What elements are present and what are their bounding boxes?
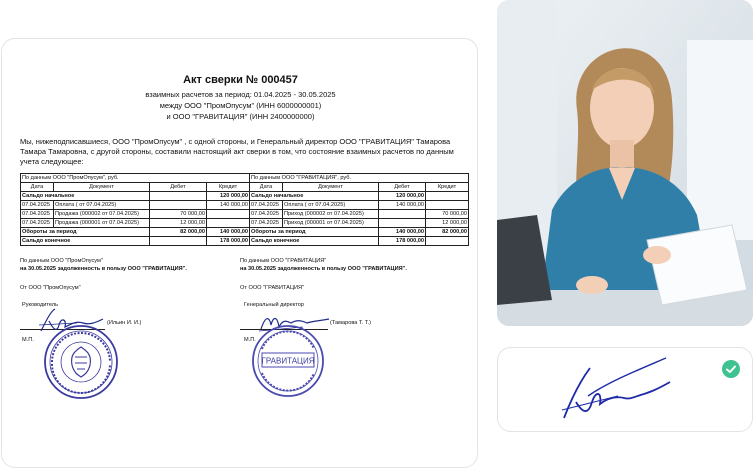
table-cell: Оплата ( от 07.04.2025) (54, 201, 150, 210)
left-from: От ООО "ПромОпусум" (20, 285, 81, 291)
table-cell: По данным ООО "ПромОпусум", руб. (21, 174, 250, 183)
table-cell: 07.04.2025 (21, 210, 54, 219)
table-cell: Кредит (207, 183, 250, 192)
table-cell: 07.04.2025 (250, 210, 283, 219)
document-title: Акт сверки № 000457 (183, 74, 298, 86)
table-cell: Продажа (000002 от 07.04.2025) (54, 210, 150, 219)
table-cell (379, 219, 426, 228)
table-cell: 178 000,00 (379, 237, 426, 246)
table-cell: Приход (000002 от 07.04.2025) (283, 210, 379, 219)
signature-preview-card (497, 347, 753, 432)
table-cell: 12 000,00 (150, 219, 207, 228)
table-cell (150, 192, 207, 201)
table-row (21, 192, 469, 201)
table-row (21, 201, 469, 210)
table-cell: 178 000,00 (207, 237, 250, 246)
document-between: между ООО "ПромОпусум" (ИНН 6000000001) (159, 101, 322, 110)
document-period: взаимных расчетов за период: 01.04.2025 - 30.05.2025 (145, 90, 336, 99)
table-cell: 70 000,00 (426, 210, 469, 219)
table-cell: 82 000,00 (150, 228, 207, 237)
table-cell: Документ (283, 183, 379, 192)
table-cell: 12 000,00 (426, 219, 469, 228)
table-cell: Сальдо конечное (250, 237, 379, 246)
table-cell: Документ (54, 183, 150, 192)
table-header-row (21, 174, 469, 183)
table-cell: Дебет (150, 183, 207, 192)
left-note (20, 257, 187, 273)
table-cell: Дата (250, 183, 283, 192)
right-mp: М.П. (244, 337, 256, 343)
left-note-title: По данным ООО "ПромОпусум" (20, 258, 103, 264)
signature-image (558, 352, 678, 426)
table-cell: 140 000,00 (379, 201, 426, 210)
table-cell: 07.04.2025 (21, 201, 54, 210)
table-row (21, 228, 469, 237)
table-cell: 07.04.2025 (21, 219, 54, 228)
table-row (21, 219, 469, 228)
table-cell (426, 192, 469, 201)
left-company-seal (42, 323, 120, 401)
table-cell: По данным ООО "ГРАВИТАЦИЯ", руб. (250, 174, 469, 183)
table-cell (207, 210, 250, 219)
table-cell: Оплата ( от 07.04.2025) (283, 201, 379, 210)
table-cell (426, 201, 469, 210)
table-cell: Дебет (379, 183, 426, 192)
document-and: и ООО "ГРАВИТАЦИЯ" (ИНН 2400000000) (166, 112, 315, 121)
table-columns-row (21, 183, 469, 192)
right-from: От ООО "ГРАВИТАЦИЯ" (240, 285, 305, 291)
table-cell: 07.04.2025 (250, 219, 283, 228)
table-cell (379, 210, 426, 219)
table-cell: 140 000,00 (207, 201, 250, 210)
reconciliation-document (1, 38, 478, 468)
table-cell: 140 000,00 (379, 228, 426, 237)
businesswoman-photo (497, 0, 753, 326)
right-note (240, 257, 407, 273)
left-mp: М.П. (22, 337, 34, 343)
svg-text:ГРАВИТАЦИЯ: ГРАВИТАЦИЯ (261, 356, 315, 366)
right-signer: (Тамарова Т. Т.) (330, 320, 372, 326)
left-note-value: на 30.05.2025 задолженность в пользу ООО "ГРАВИТАЦИЯ". (20, 266, 187, 272)
table-cell: Продажа (000001 от 07.04.2025) (54, 219, 150, 228)
table-cell: Обороты за период (21, 228, 150, 237)
reconciliation-table (20, 173, 469, 246)
table-cell: 140 000,00 (207, 228, 250, 237)
table-cell: Приход (000001 от 07.04.2025) (283, 219, 379, 228)
table-cell: 120 000,00 (207, 192, 250, 201)
right-role: Генеральный директор (244, 302, 304, 308)
check-circle-icon (722, 360, 740, 378)
right-note-title: По данным ООО "ГРАВИТАЦИЯ" (240, 258, 327, 264)
table-cell: Сальдо начальное (21, 192, 150, 201)
left-role: Руководитель (22, 302, 59, 308)
table-cell (426, 237, 469, 246)
document-intro: Мы, нижеподписавшиеся, ООО "ПромОпусум" , с одной стороны, и Генеральный директор ООО "ГРАВИТАЦИЯ" Тамарова Тамара Тамаровна, с другой стороны, составили настоящий акт сверки в том, что состояние взаимных расчетов по данным учета следующее: (20, 137, 454, 166)
table-cell: 82 000,00 (426, 228, 469, 237)
photo-illustration (497, 0, 753, 326)
table-cell: 07.04.2025 (250, 201, 283, 210)
table-cell: 70 000,00 (150, 210, 207, 219)
right-note-value: на 30.05.2025 задолженность в пользу ООО "ГРАВИТАЦИЯ". (240, 266, 407, 272)
table-cell: Сальдо конечное (21, 237, 150, 246)
table-cell: 120 000,00 (379, 192, 426, 201)
table-cell: Обороты за период (250, 228, 379, 237)
table-row (21, 237, 469, 246)
table-cell (150, 201, 207, 210)
table-cell: Дата (21, 183, 54, 192)
table-cell: Сальдо начальное (250, 192, 379, 201)
table-cell (150, 237, 207, 246)
right-company-seal (250, 323, 326, 399)
table-cell: Кредит (426, 183, 469, 192)
table-cell (207, 219, 250, 228)
left-signer: (Ильин И. И.) (107, 320, 142, 326)
table-row (21, 210, 469, 219)
